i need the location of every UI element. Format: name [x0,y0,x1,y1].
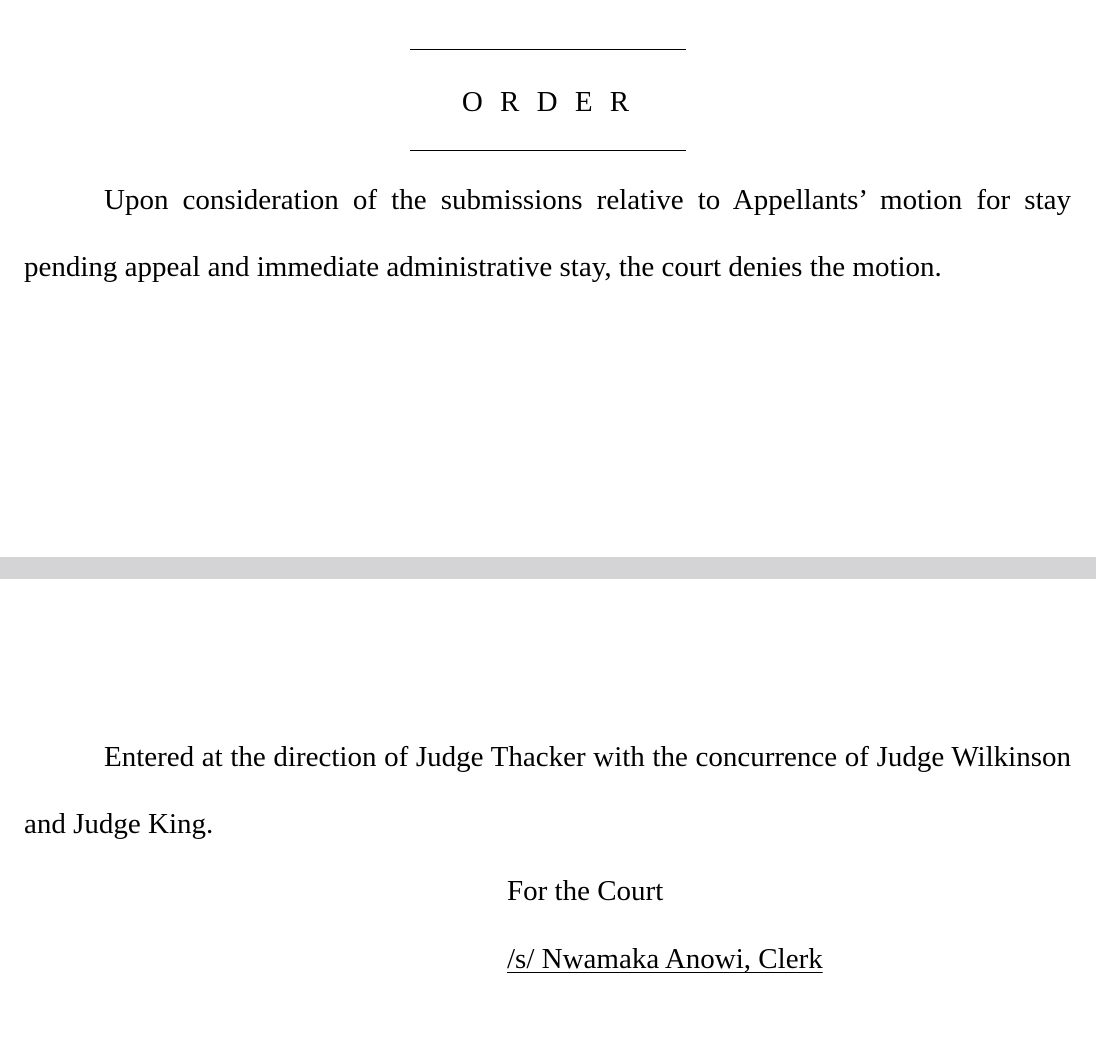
title-rule-bottom [410,150,686,151]
page-separator [0,557,1096,579]
title-rule-top [410,49,686,50]
for-the-court-label: For the Court [507,875,664,907]
order-body-paragraph: Upon consideration of the submissions relative to Appellants’ motion for stay pending appeal and immediate administrative stay, the court denies the motion. [24,184,1071,283]
document-page-2 [0,579,1096,1046]
entered-paragraph: Entered at the direction of Judge Thacker with the concurrence of Judge Wilkinson and Judge King. [24,741,1071,840]
order-title: O R D E R [461,86,635,118]
clerk-signature: /s/ Nwamaka Anowi, Clerk [507,943,823,975]
